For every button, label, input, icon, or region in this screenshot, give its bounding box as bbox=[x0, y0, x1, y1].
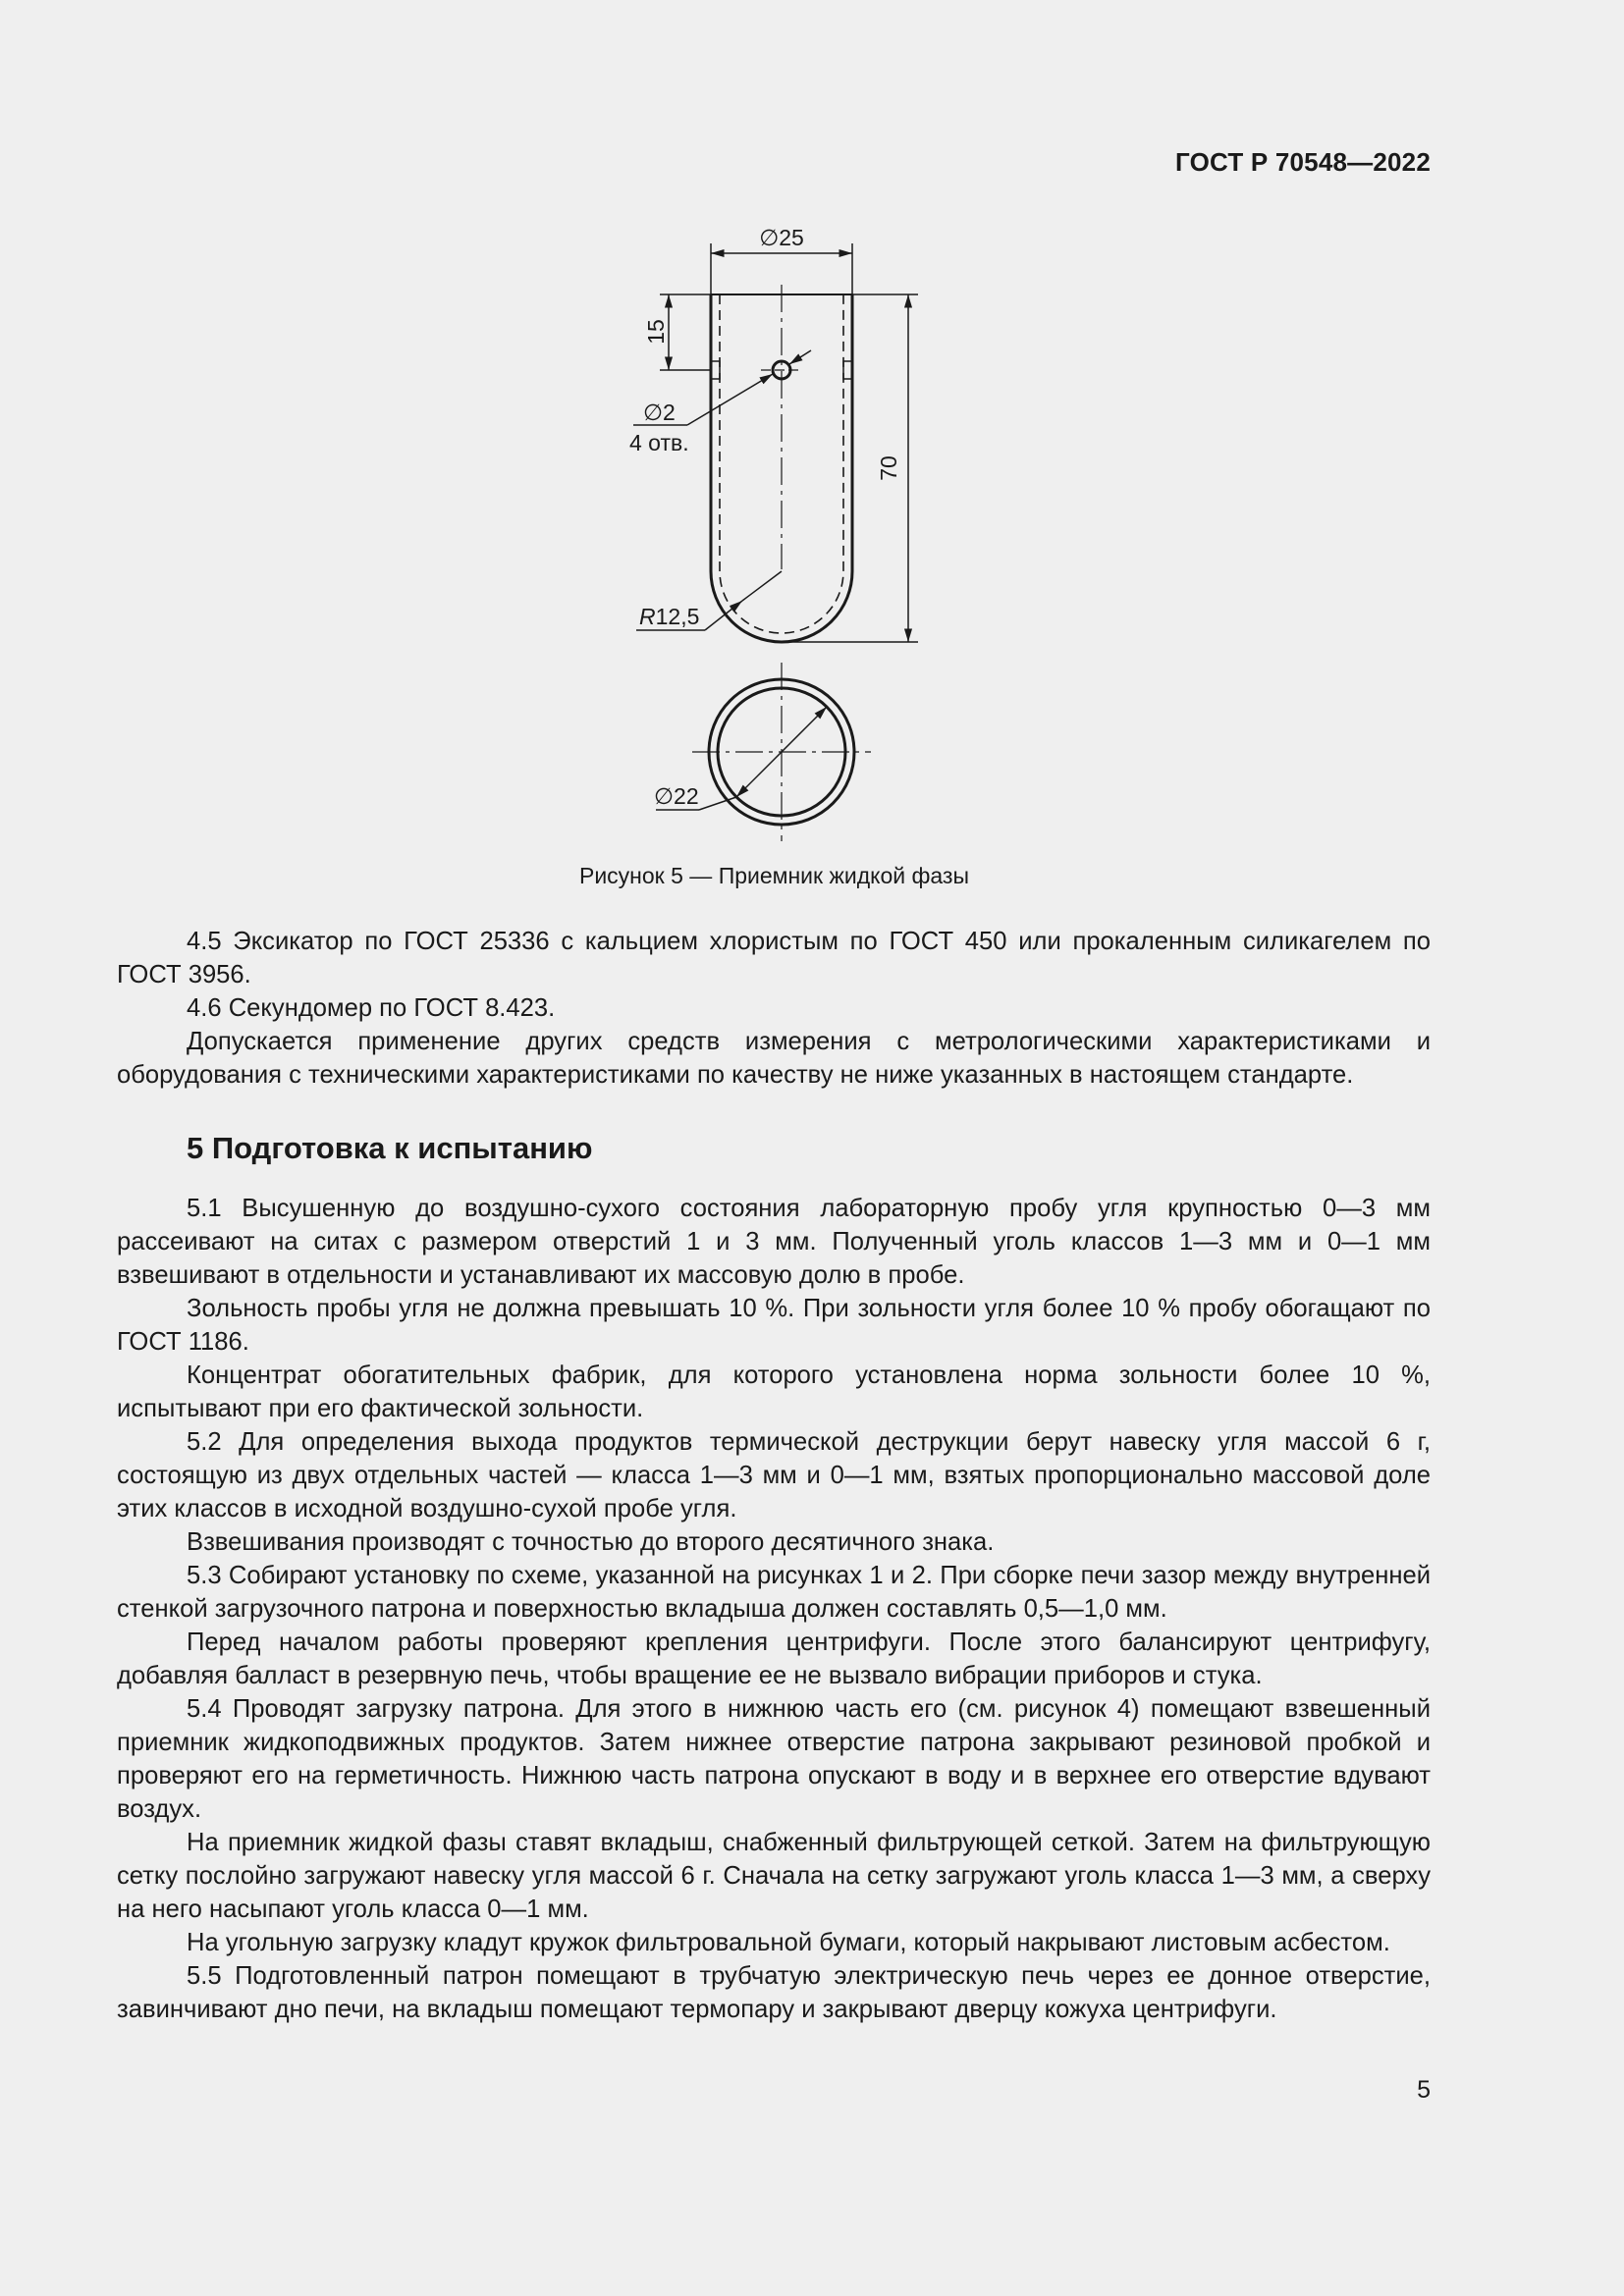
paragraph: На угольную загрузку кладут кружок фильтровальной бумаги, который накрывают листовым асбестом. bbox=[187, 1929, 1390, 1956]
dim-diameter-22: ∅22 bbox=[654, 783, 699, 809]
section-5-heading: 5 Подготовка к испытанию bbox=[187, 1131, 593, 1165]
paragraph: Взвешивания производят с точностью до второго десятичного знака. bbox=[187, 1528, 995, 1556]
paragraph: 5.5 Подготовленный патрон помещают в трубчатую электрическую печь через ее донное отверстие, завинчивают дно печи, на вкладыш помещают термопару и закрывают дверцу кожуха центрифуги. bbox=[117, 1962, 1431, 2023]
section-5-text bbox=[117, 1192, 1431, 2026]
paragraph: 4.6 Секундомер по ГОСТ 8.423. bbox=[187, 994, 556, 1022]
paragraph: 4.5 Эксикатор по ГОСТ 25336 с кальцием хлористым по ГОСТ 450 или прокаленным силикагелем по ГОСТ 3956. bbox=[117, 928, 1431, 988]
paragraph: Концентрат обогатительных фабрик, для которого установлена норма зольности более 10 %, испытывают при его фактической зольности. bbox=[117, 1362, 1431, 1422]
paragraph: Допускается применение других средств измерения с метрологическими характеристиками и оборудования с техническими характеристиками по качеству не ниже указанных в настоящем стандарте. bbox=[117, 1028, 1431, 1089]
section-4-text bbox=[117, 925, 1431, 1092]
dim-height-15: 15 bbox=[643, 319, 669, 345]
dim-height-70: 70 bbox=[876, 455, 901, 481]
figure-caption: Рисунок 5 — Приемник жидкой фазы bbox=[578, 863, 970, 888]
dim-diameter-25: ∅25 bbox=[759, 225, 804, 250]
paragraph: 5.4 Проводят загрузку патрона. Для этого в нижнюю часть его (см. рисунок 4) помещают взвешенный приемник жидкоподвижных продуктов. Затем нижнее отверстие патрона закрывают резиновой пробкой и проверяют его на герметичность. Нижнюю часть патрона опускают в воду и в верхнее его отверстие вдувают воздух. bbox=[117, 1695, 1431, 1823]
paragraph: 5.3 Собирают установку по схеме, указанной на рисунках 1 и 2. При сборке печи зазор между внутренней стенкой загрузочного патрона и поверхностью вкладыша должен составлять 0,5—1,0 мм. bbox=[117, 1562, 1431, 1623]
figure-5-drawing bbox=[589, 216, 943, 844]
dim-radius: R12,5 bbox=[639, 604, 700, 629]
paragraph: Перед началом работы проверяют крепления центрифуги. После этого балансируют центрифугу, добавляя балласт в резервную печь, чтобы вращение ее не вызвало вибрации приборов и стука. bbox=[117, 1629, 1431, 1689]
paragraph: На приемник жидкой фазы ставят вкладыш, снабженный фильтрующей сеткой. Затем на фильтрующую сетку послойно загружают навеску угля массой 6 г. Сначала на сетку загружают уголь класса 1—3 мм, а сверху на него насыпают уголь класса 0—1 мм. bbox=[117, 1829, 1431, 1923]
paragraph: 5.2 Для определения выхода продуктов термической деструкции берут навеску угля массой 6 г, состоящую из двух отдельных частей — класса 1—3 мм и 0—1 мм, взятых пропорционально массовой доле этих классов в исходной воздушно-сухой пробе угля. bbox=[117, 1428, 1431, 1522]
page-number: 5 bbox=[1417, 2076, 1431, 2104]
document-code: ГОСТ Р 70548—2022 bbox=[1175, 147, 1431, 177]
paragraph: Зольность пробы угля не должна превышать 10 %. При зольности угля более 10 % пробу обогащают по ГОСТ 1186. bbox=[117, 1295, 1431, 1356]
dim-hole-count: 4 отв. bbox=[629, 430, 689, 455]
dim-hole-diameter: ∅2 bbox=[643, 400, 676, 425]
paragraph: 5.1 Высушенную до воздушно-сухого состояния лабораторную пробу угля крупностью 0—3 мм рассеивают на ситах с размером отверстий 1 и 3 мм. Полученный уголь классов 1—3 мм и 0—1 мм взвешивают в отдельности и устанавливают их массовую долю в пробе. bbox=[117, 1195, 1431, 1289]
